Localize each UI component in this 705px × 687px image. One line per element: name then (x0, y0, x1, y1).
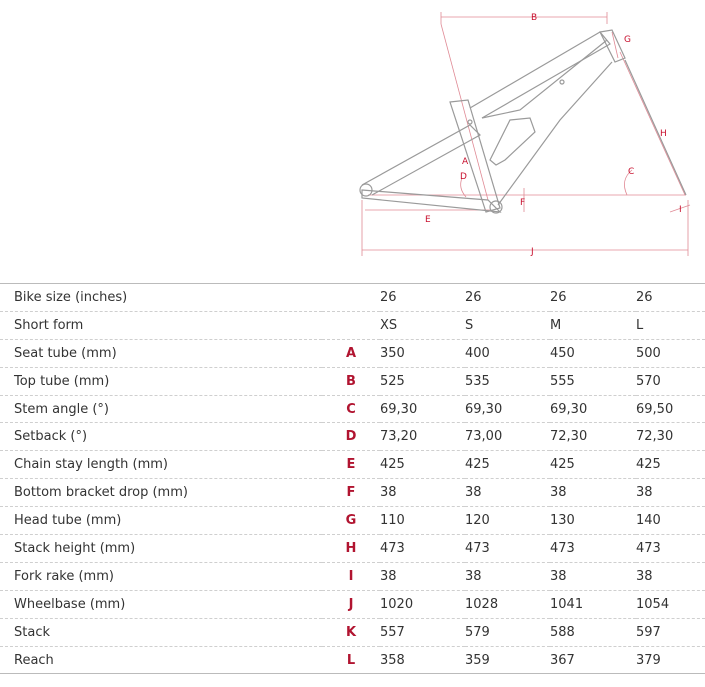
dimension-letter-d: D (460, 172, 467, 182)
row-value: 26 (380, 289, 397, 305)
table-row (0, 590, 705, 618)
row-value: 38 (636, 568, 653, 584)
bike-frame-diagram (0, 0, 705, 272)
row-value: 130 (550, 513, 575, 529)
row-value: 450 (550, 345, 575, 361)
row-letter: H (345, 540, 357, 556)
row-letter: A (345, 345, 357, 361)
table-row (0, 395, 705, 423)
row-value: 38 (380, 485, 397, 501)
row-value: 26 (550, 289, 567, 305)
row-label: Fork rake (mm) (14, 568, 114, 584)
row-value: 473 (636, 540, 661, 556)
row-value: 120 (465, 513, 490, 529)
row-label: Stem angle (°) (14, 401, 109, 417)
row-label: Stack height (mm) (14, 540, 136, 556)
row-letter: L (346, 652, 356, 668)
row-value: 140 (636, 513, 661, 529)
row-letter (322, 284, 380, 312)
row-value: 72,30 (636, 429, 674, 445)
row-value: 38 (465, 568, 482, 584)
row-value: 350 (380, 345, 405, 361)
dimension-letter-c: C (628, 167, 635, 177)
row-value: 425 (636, 457, 661, 473)
geometry-table (0, 283, 705, 674)
row-value: 588 (550, 624, 575, 640)
row-label: Bike size (inches) (14, 289, 128, 305)
row-label: Stack (14, 624, 50, 640)
row-value: XS (380, 317, 398, 333)
dimension-letter-e: E (425, 215, 431, 225)
row-letter (322, 311, 380, 339)
row-value: 38 (550, 485, 567, 501)
dimension-letter-b: B (531, 13, 538, 23)
row-value: 72,30 (550, 429, 588, 445)
table-row (0, 535, 705, 563)
row-value: 555 (550, 373, 575, 389)
table-row (0, 423, 705, 451)
table-row (0, 646, 705, 674)
row-value: 535 (465, 373, 490, 389)
row-value: 597 (636, 624, 661, 640)
row-label: Head tube (mm) (14, 513, 122, 529)
row-value: 110 (380, 513, 405, 529)
row-value: 473 (465, 540, 490, 556)
row-letter: F (346, 485, 356, 501)
row-value: 425 (550, 457, 575, 473)
table-row (0, 367, 705, 395)
row-value: 38 (636, 485, 653, 501)
row-value: 38 (465, 485, 482, 501)
dimension-letter-f: F (520, 198, 526, 208)
dimension-letter-g: G (624, 35, 631, 45)
row-letter: E (346, 457, 356, 473)
row-label: Chain stay length (mm) (14, 457, 168, 473)
dimension-letters (425, 13, 682, 257)
table-row (0, 284, 705, 312)
row-value: 425 (380, 457, 405, 473)
row-letter: K (345, 624, 357, 640)
row-label: Wheelbase (mm) (14, 596, 126, 612)
row-label: Bottom bracket drop (mm) (14, 485, 188, 501)
dimension-letter-i: I (679, 205, 682, 215)
row-letter: B (346, 373, 356, 389)
row-value: 425 (465, 457, 490, 473)
table-row (0, 451, 705, 479)
dimension-letter-a: A (462, 157, 469, 167)
table-row (0, 562, 705, 590)
row-value: 38 (550, 568, 567, 584)
row-value: 1054 (636, 596, 670, 612)
row-value: 69,30 (550, 401, 588, 417)
row-value: 26 (636, 289, 653, 305)
row-label: Top tube (mm) (14, 373, 110, 389)
row-value: L (636, 317, 644, 333)
row-value: 69,30 (465, 401, 503, 417)
dimension-letter-h: H (660, 129, 667, 139)
row-letter: J (348, 596, 354, 612)
row-value: 473 (550, 540, 575, 556)
row-value: 359 (465, 652, 490, 668)
row-value: S (465, 317, 474, 333)
row-value: 73,00 (465, 429, 503, 445)
row-value: 26 (465, 289, 482, 305)
row-letter: I (348, 568, 354, 584)
row-letter: D (345, 429, 357, 445)
row-value: 473 (380, 540, 405, 556)
row-value: 73,20 (380, 429, 418, 445)
row-value: 525 (380, 373, 405, 389)
row-label: Short form (14, 317, 84, 333)
row-value: 400 (465, 345, 490, 361)
dimension-lines (362, 12, 690, 256)
row-letter: C (346, 401, 356, 417)
row-value: 367 (550, 652, 575, 668)
row-value: 69,50 (636, 401, 674, 417)
dimension-letter-j: J (531, 247, 534, 257)
row-value: 570 (636, 373, 661, 389)
row-value: 557 (380, 624, 405, 640)
table-row (0, 311, 705, 339)
row-letter: G (345, 513, 357, 529)
row-value: 1020 (380, 596, 414, 612)
table-row (0, 479, 705, 507)
table-row (0, 618, 705, 646)
row-value: 358 (380, 652, 405, 668)
row-value: 1028 (465, 596, 499, 612)
row-label: Reach (14, 652, 54, 668)
row-value: 500 (636, 345, 661, 361)
row-label: Setback (°) (14, 429, 88, 445)
row-value: 379 (636, 652, 661, 668)
row-value: M (550, 317, 562, 333)
table-row (0, 507, 705, 535)
row-value: 38 (380, 568, 397, 584)
row-value: 69,30 (380, 401, 418, 417)
row-value: 1041 (550, 596, 584, 612)
table-row (0, 339, 705, 367)
row-value: 579 (465, 624, 490, 640)
frame-outline (360, 30, 686, 213)
row-label: Seat tube (mm) (14, 345, 117, 361)
